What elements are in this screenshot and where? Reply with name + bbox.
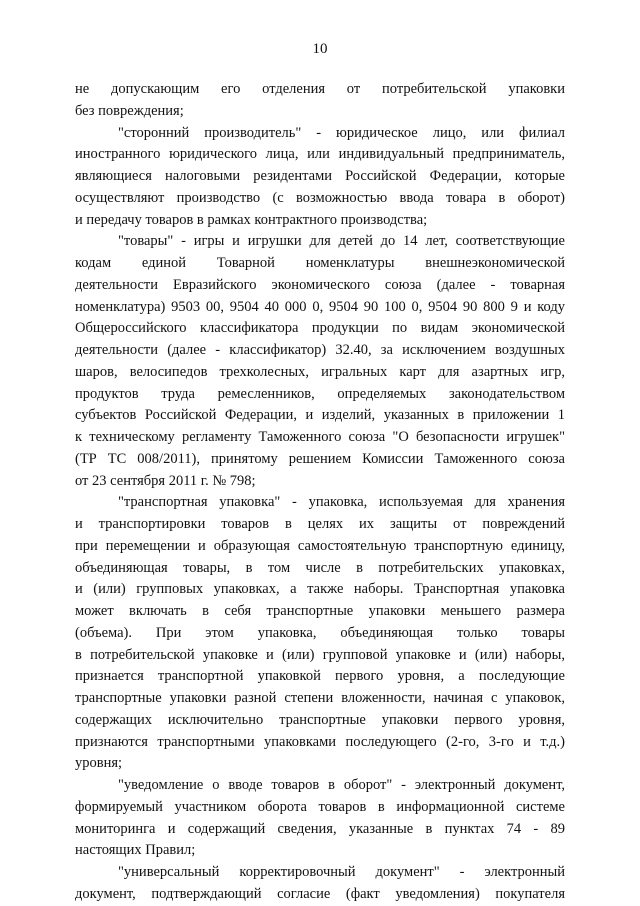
- text-line: деятельности (далее - классификатор) 32.40, за исключением воздушных: [75, 342, 565, 358]
- text-line: (объема). При этом упаковка, объединяющая только товары: [75, 624, 565, 641]
- text-line: транспортные упаковки разной степени вложенности, начиная с упаковок,: [75, 690, 565, 706]
- text-line: "товары" - игры и игрушки для детей до 14 лет, соответствующие: [118, 233, 565, 250]
- text-line: "транспортная упаковка" - упаковка, используемая для хранения: [118, 494, 565, 511]
- text-line: осуществляют производство (с возможностью ввода товара в оборот): [75, 189, 565, 206]
- text-line: мониторинга и содержащий сведения, указанные в пунктах 74 - 89: [75, 820, 565, 837]
- text-line: кодам единой Товарной номенклатуры внешнеэкономической: [75, 255, 565, 271]
- text-line: документ, подтверждающий согласие (факт уведомления) покупателя: [75, 885, 565, 902]
- text-line: иностранного юридического лица, или индивидуальный предприниматель,: [75, 146, 565, 163]
- text-line: продуктов труда ремесленников, определяемых законодательством: [75, 385, 565, 402]
- text-line: к техническому регламенту Таможенного союза "О безопасности игрушек": [75, 429, 565, 445]
- text-line: шаров, велосипедов трехколесных, игральных карт для азартных игр,: [75, 363, 565, 380]
- text-line: при перемещении и образующая самостоятельную транспортную единицу,: [75, 537, 565, 554]
- text-line: содержащих исключительно транспортные упаковки первого уровня,: [75, 711, 565, 728]
- text-line: настоящих Правил;: [75, 842, 196, 859]
- text-line: деятельности Евразийского экономического союза (далее - товарная: [75, 276, 565, 293]
- text-line: может включать в себя транспортные упаковки меньшего размера: [75, 603, 565, 619]
- text-line: (ТР ТС 008/2011), принятому решением Комиссии Таможенного союза: [75, 450, 565, 467]
- text-line: от 23 сентября 2011 г. № 798;: [75, 472, 256, 489]
- body-text: [75, 79, 565, 906]
- text-line: не допускающим его отделения от потребительской упаковки: [75, 81, 565, 97]
- text-line: "сторонний производитель" - юридическое лицо, или филиал: [118, 124, 565, 141]
- page-number: 10: [312, 41, 328, 57]
- text-line: "универсальный корректировочный документ" - электронный: [118, 864, 565, 880]
- text-line: и передачу товаров в рамках контрактного производства;: [75, 211, 428, 228]
- text-line: признаются транспортными упаковками последующего (2-го, 3-го и т.д.): [75, 733, 565, 750]
- text-line: формируемый участником оборота товаров в информационной системе: [75, 798, 565, 815]
- text-line: номенклатура) 9503 00, 9504 40 000 0, 9504 90 100 0, 9504 90 800 9 и коду: [75, 298, 565, 315]
- text-line: являющиеся налоговыми резидентами Российской Федерации, которые: [75, 168, 565, 184]
- text-line: и (или) групповых упаковках, а также наборы. Транспортная упаковка: [75, 581, 565, 598]
- text-line: субъектов Российской Федерации, и изделий, указанных в приложении 1: [75, 407, 565, 424]
- text-line: уровня;: [75, 755, 123, 772]
- text-line: объединяющая товары, в том числе в потребительских упаковках,: [75, 559, 565, 576]
- text-line: в потребительской упаковке и (или) групповой упаковке и (или) наборы,: [75, 646, 565, 663]
- text-line: Общероссийского классификатора продукции по видам экономической: [75, 320, 565, 337]
- text-line: "уведомление о вводе товаров в оборот" - электронный документ,: [118, 777, 565, 793]
- text-line: без повреждения;: [75, 102, 184, 119]
- text-line: признается транспортной упаковкой первого уровня, а последующие: [75, 668, 565, 685]
- text-line: и транспортировки товаров в целях их защиты от повреждений: [75, 516, 565, 532]
